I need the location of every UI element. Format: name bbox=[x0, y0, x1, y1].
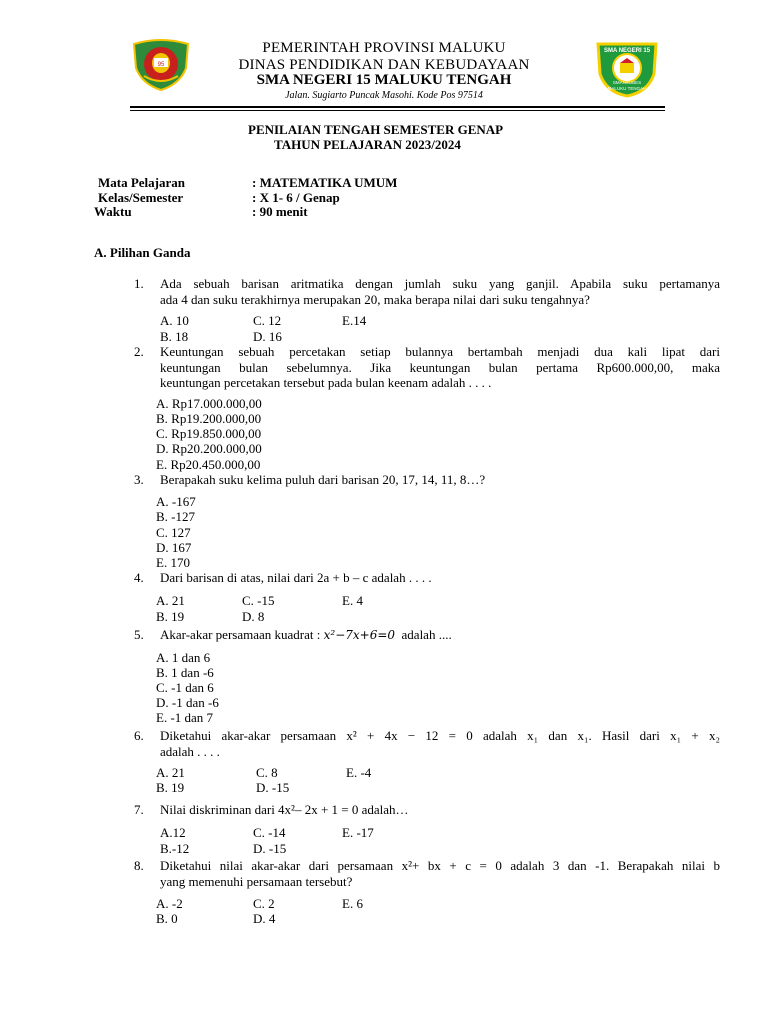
option-a: A. 21 bbox=[156, 765, 185, 780]
option-b: B.-12 bbox=[160, 841, 190, 856]
option-c: C. 12 bbox=[253, 313, 282, 328]
option-e: E. -17 bbox=[342, 825, 374, 840]
question-number: 8. bbox=[134, 858, 144, 873]
option-b: B. 18 bbox=[160, 329, 189, 344]
question-number: 2. bbox=[134, 344, 144, 359]
quadratic-equation: x²−7x+6=0 bbox=[323, 628, 396, 642]
option-d: D. 16 bbox=[253, 329, 282, 344]
question-number: 7. bbox=[134, 802, 144, 817]
option-b: B. 19 bbox=[156, 609, 185, 624]
option-d: D. 167 bbox=[156, 540, 192, 555]
option-c: C. 8 bbox=[256, 765, 278, 780]
question-text: Nilai diskriminan dari 4x²– 2x + 1 = 0 adalah… bbox=[160, 802, 409, 817]
meta-label-time: Waktu bbox=[94, 204, 132, 219]
option-d: D. -15 bbox=[253, 841, 287, 856]
option-b: B. 0 bbox=[156, 911, 178, 926]
option-a: A. 10 bbox=[160, 313, 189, 328]
meta-value-class: : X 1- 6 / Genap bbox=[252, 190, 340, 205]
header-school-name: SMA NEGERI 15 MALUKU TENGAH bbox=[256, 72, 512, 88]
option-b: B. Rp19.200.000,00 bbox=[156, 411, 262, 426]
exam-title: PENILAIAN TENGAH SEMESTER GENAP bbox=[248, 122, 504, 137]
option-b: B. 1 dan -6 bbox=[156, 665, 214, 680]
option-c: C. -14 bbox=[253, 825, 286, 840]
question-number: 3. bbox=[134, 472, 144, 487]
svg-text:SMANSUBES: SMANSUBES bbox=[612, 80, 642, 85]
option-e: E. 4 bbox=[342, 593, 363, 608]
question-text: Keuntungan sebuah percetakan setiap bulannya bertambah menjadi dua kali lipat dari keuntungan bulan sebelumnya. Jika keuntungan bulan pertama Rp600.000,00, maka keuntungan percetakan tersebut pada bulan keenam adalah . . . . bbox=[160, 344, 720, 390]
option-b: B. -127 bbox=[156, 509, 195, 524]
exam-year: TAHUN PELAJARAN 2023/2024 bbox=[274, 137, 461, 152]
option-e: E. Rp20.450.000,00 bbox=[156, 457, 261, 472]
option-a: A. Rp17.000.000,00 bbox=[156, 396, 262, 411]
option-c: C. Rp19.850.000,00 bbox=[156, 426, 262, 441]
question-text: Berapakah suku kelima puluh dari barisan 20, 17, 14, 11, 8…? bbox=[160, 472, 486, 487]
option-a: A.12 bbox=[160, 825, 186, 840]
header-government: PEMERINTAH PROVINSI MALUKU bbox=[262, 40, 506, 56]
option-d: D. -1 dan -6 bbox=[156, 695, 219, 710]
question-text: Akar-akar persamaan kuadrat : x²−7x+6=0 adalah .... bbox=[160, 627, 452, 642]
option-a: A. -2 bbox=[156, 896, 183, 911]
option-d: D. 8 bbox=[242, 609, 265, 624]
option-e: E.14 bbox=[342, 313, 367, 328]
option-e: E. 6 bbox=[342, 896, 363, 911]
question-text: Diketahui nilai akar-akar dari persamaan x²+ bx + c = 0 adalah 3 dan -1. Berapakah nilai b yang memenuhi persamaan tersebut? bbox=[160, 858, 720, 889]
svg-text:95: 95 bbox=[157, 62, 165, 68]
option-d: D. 4 bbox=[253, 911, 276, 926]
section-title: A. Pilihan Ganda bbox=[94, 245, 191, 260]
header-divider-thick bbox=[130, 106, 665, 108]
option-d: D. -15 bbox=[256, 780, 290, 795]
question-number: 4. bbox=[134, 570, 144, 585]
meta-value-time: : 90 menit bbox=[252, 204, 308, 219]
header-department: DINAS PENDIDIKAN DAN KEBUDAYAAN bbox=[238, 57, 530, 73]
question-number: 5. bbox=[134, 627, 144, 642]
question-text: Dari barisan di atas, nilai dari 2a + b – c adalah . . . . bbox=[160, 570, 432, 585]
svg-text:SMA NEGERI 15: SMA NEGERI 15 bbox=[603, 48, 651, 54]
meta-value-subject: : MATEMATIKA UMUM bbox=[252, 175, 398, 190]
option-e: E. 170 bbox=[156, 555, 190, 570]
svg-text:MALUKU TENGAH: MALUKU TENGAH bbox=[607, 86, 647, 91]
meta-label-class: Kelas/Semester bbox=[98, 190, 184, 205]
option-e: E. -1 dan 7 bbox=[156, 710, 214, 725]
option-b: B. 19 bbox=[156, 780, 185, 795]
option-e: E. -4 bbox=[346, 765, 372, 780]
option-c: C. 2 bbox=[253, 896, 275, 911]
question-text: Diketahui akar-akar persamaan x² + 4x − 12 = 0 adalah x₁ dan x₁. Hasil dari x₁ + x₂ adalah . . . . bbox=[160, 728, 720, 759]
option-c: C. -1 dan 6 bbox=[156, 680, 214, 695]
header-divider-thin bbox=[130, 110, 665, 111]
header-address: Jalan. Sugiarto Puncak Masohi. Kode Pos 97514 bbox=[285, 90, 483, 101]
question-text: Ada sebuah barisan aritmatika dengan jumlah suku yang ganjil. Apabila suku pertamanya ada 4 dan suku terakhirnya merupakan 20, maka berapa nilai dari suku tengahnya? bbox=[160, 276, 720, 307]
question-number: 1. bbox=[134, 276, 144, 291]
option-a: A. 21 bbox=[156, 593, 185, 608]
question-number: 6. bbox=[134, 728, 144, 743]
meta-label-subject: Mata Pelajaran bbox=[98, 175, 186, 190]
option-d: D. Rp20.200.000,00 bbox=[156, 441, 262, 456]
option-a: A. 1 dan 6 bbox=[156, 650, 211, 665]
option-c: C. 127 bbox=[156, 525, 191, 540]
option-a: A. -167 bbox=[156, 494, 196, 509]
option-c: C. -15 bbox=[242, 593, 275, 608]
